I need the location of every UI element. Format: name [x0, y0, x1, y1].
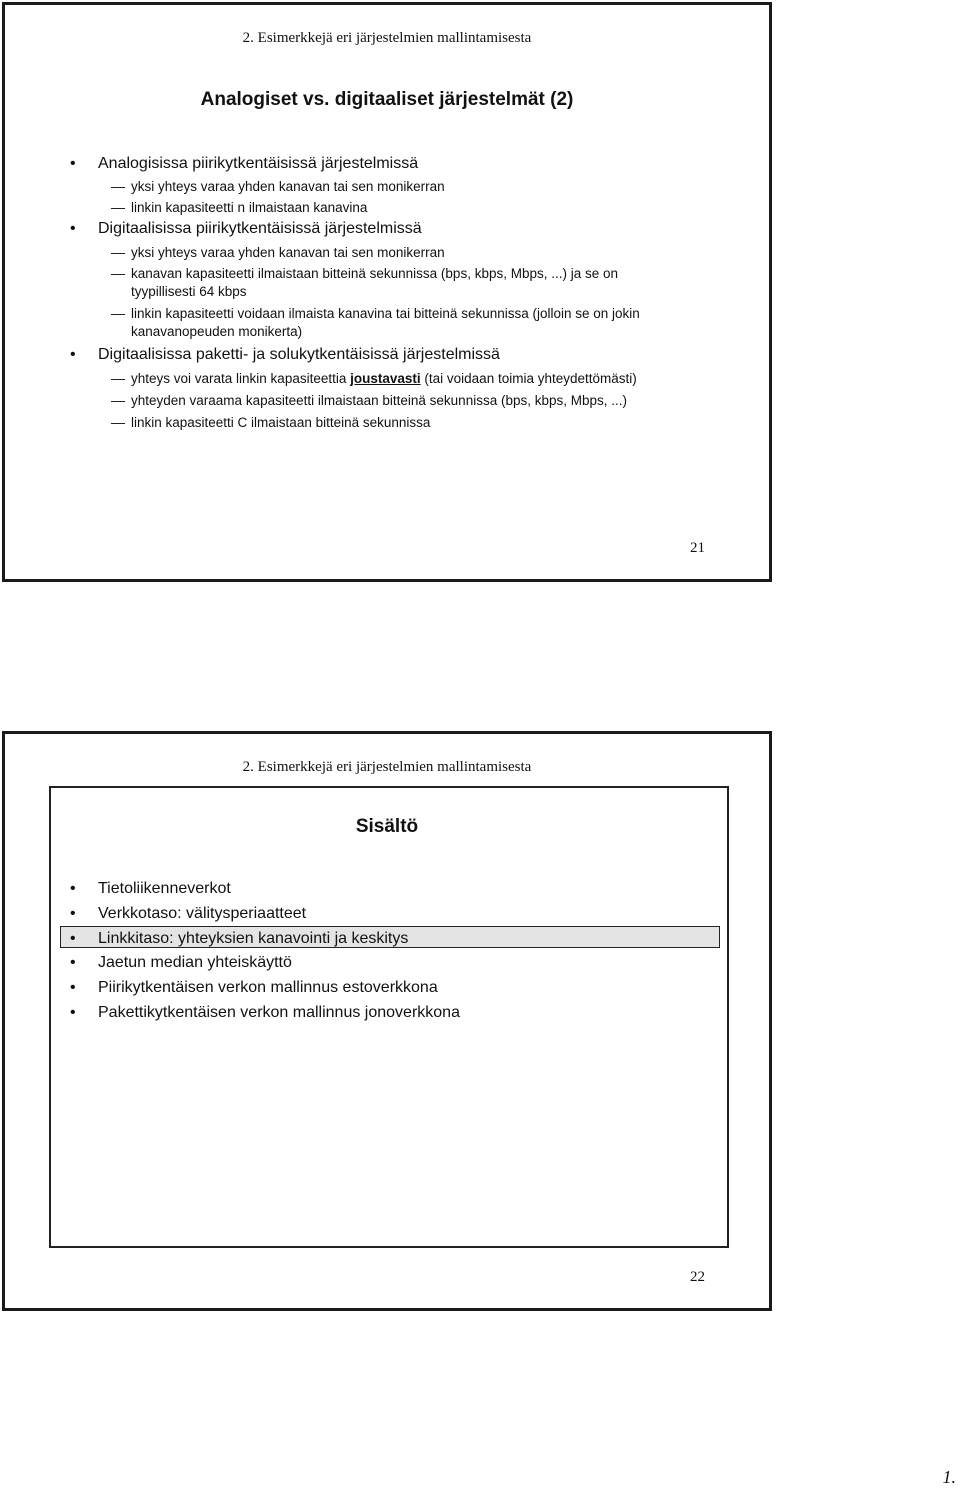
bullet-text: Digitaalisissa paketti- ja solukytkentäisissä järjestelmissä: [98, 346, 500, 363]
dash-icon: [111, 379, 125, 380]
slide-21: [2, 2, 772, 582]
sheet-number: 1.: [942, 1467, 956, 1487]
dash-icon: [111, 274, 125, 275]
toc-item: Verkkotaso: välitysperiaatteet: [98, 905, 307, 922]
bullet-icon: •: [70, 220, 76, 237]
dash-icon: [111, 187, 125, 188]
sub-bullet-text: kanavanopeuden monikerta): [131, 324, 303, 339]
page-number: 22: [690, 1269, 705, 1285]
sub-bullet-text: yksi yhteys varaa yhden kanavan tai sen monikerran: [131, 245, 445, 260]
bullet-icon: •: [70, 155, 76, 172]
emphasis-text: joustavasti: [350, 371, 421, 386]
bullet-icon: •: [70, 880, 76, 897]
bullet-icon: •: [70, 1004, 76, 1021]
toc-item: Jaetun median yhteiskäyttö: [98, 954, 292, 971]
sub-bullet-text: linkin kapasiteetti voidaan ilmaista kanavina tai bitteinä sekunnissa (jolloin se on jokin: [131, 306, 640, 321]
dash-icon: [111, 253, 125, 254]
bullet-icon: •: [70, 930, 76, 947]
dash-icon: [111, 208, 125, 209]
toc-item: Piirikytkentäisen verkon mallinnus estoverkkona: [98, 979, 438, 996]
slide-22: [2, 731, 772, 1311]
sub-bullet-text: yhteys voi varata linkin kapasiteettia: [131, 371, 351, 386]
dash-icon: [111, 423, 125, 424]
sub-bullet-text: (tai voidaan toimia yhteydettömästi): [420, 371, 637, 386]
sub-bullet-text: yhteyden varaama kapasiteetti ilmaistaan bitteinä sekunnissa (bps, kbps, Mbps, ...): [131, 393, 627, 408]
toc-item: Pakettikytkentäisen verkon mallinnus jonoverkkona: [98, 1004, 460, 1021]
bullet-icon: •: [70, 979, 76, 996]
dash-icon: [111, 314, 125, 315]
bullet-text: Analogisissa piirikytkentäisissä järjestelmissä: [98, 155, 419, 172]
sub-bullet-text: kanavan kapasiteetti ilmaistaan bitteinä sekunnissa (bps, kbps, Mbps, ...) ja se on: [131, 266, 619, 281]
page-number: 21: [690, 540, 705, 556]
bullet-icon: •: [70, 954, 76, 971]
sub-bullet-text: linkin kapasiteetti C ilmaistaan bitteinä sekunnissa: [131, 415, 431, 430]
slide-header: 2. Esimerkkejä eri järjestelmien mallintamisesta: [242, 30, 532, 46]
sub-bullet-text: linkin kapasiteetti n ilmaistaan kanavina: [131, 200, 368, 215]
toc-item: Tietoliikenneverkot: [98, 880, 231, 897]
bullet-icon: •: [70, 905, 76, 922]
sub-bullet-text: yksi yhteys varaa yhden kanavan tai sen monikerran: [131, 179, 445, 194]
sub-bullet-text: tyypillisesti 64 kbps: [131, 284, 247, 299]
bullet-icon: •: [70, 346, 76, 363]
bullet-text: Digitaalisissa piirikytkentäisissä järjestelmissä: [98, 220, 422, 237]
dash-icon: [111, 401, 125, 402]
sub-bullet-line: [131, 370, 637, 388]
slide-title: Analogiset vs. digitaaliset järjestelmät (2): [200, 89, 574, 110]
toc-item-current: Linkkitaso: yhteyksien kanavointi ja keskitys: [98, 930, 409, 947]
slide-title: Sisältö: [355, 816, 419, 837]
slide-header: 2. Esimerkkejä eri järjestelmien mallintamisesta: [242, 759, 532, 775]
